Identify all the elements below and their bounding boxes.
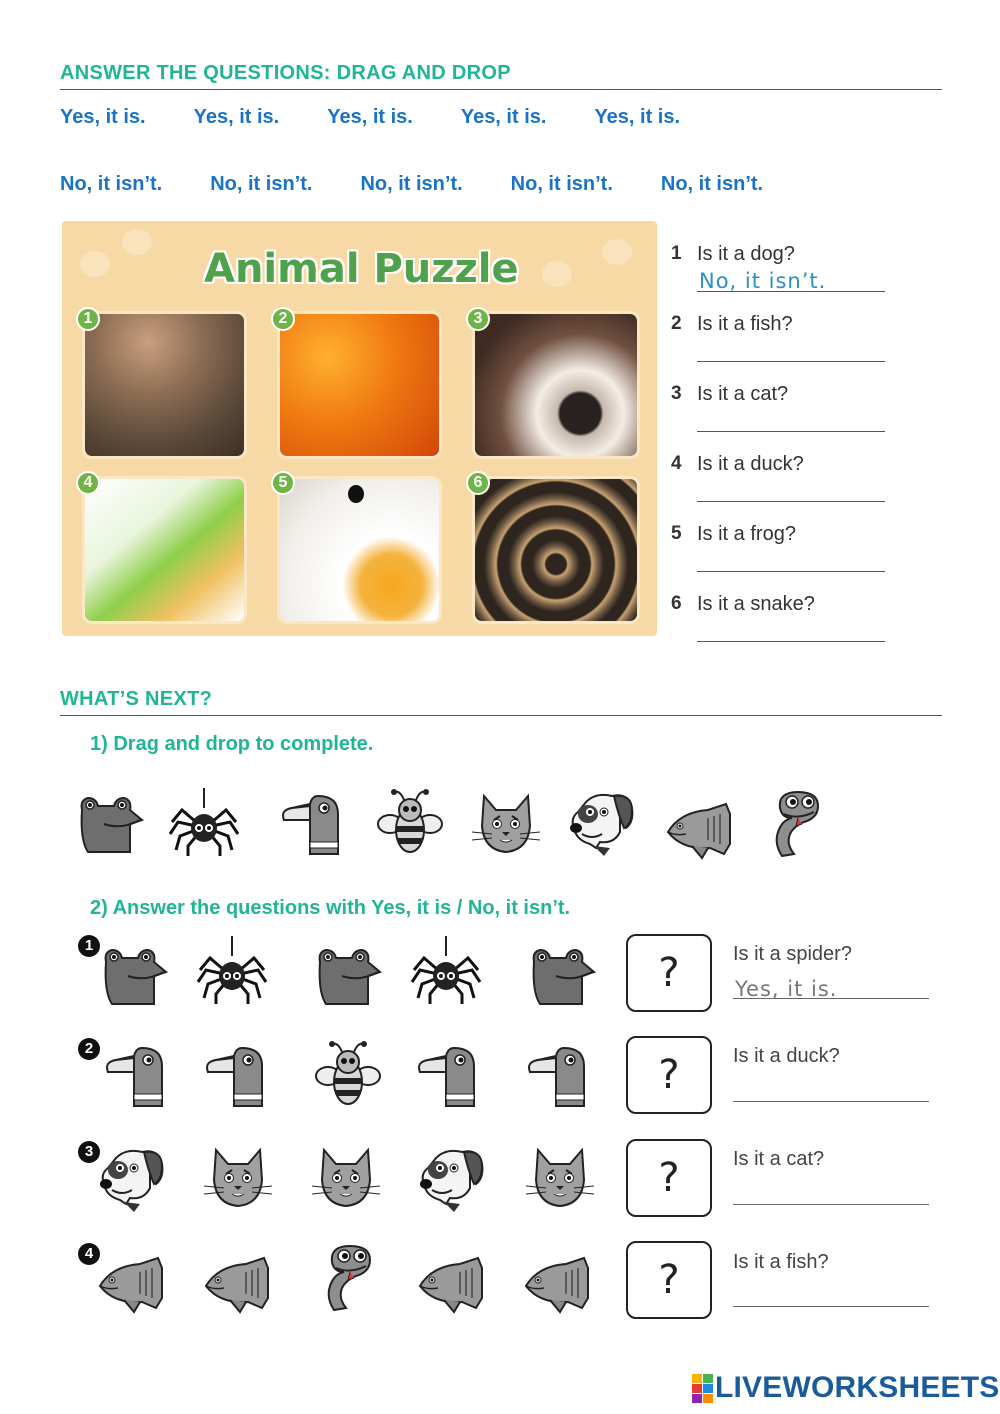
- example-answer: No, it isn’t.: [699, 269, 827, 293]
- question-text: Is it a cat?: [697, 383, 789, 405]
- answer-drop-zone[interactable]: [697, 291, 885, 292]
- question-text: Is it a duck?: [697, 453, 804, 475]
- question-number: 2: [671, 313, 682, 334]
- duck-icon[interactable]: [278, 790, 350, 860]
- answer-drop-zone[interactable]: [697, 501, 885, 502]
- missing-item-box[interactable]: ?: [626, 934, 712, 1012]
- section-title-drag-drop: ANSWER THE QUESTIONS: DRAG AND DROP: [60, 62, 942, 90]
- row-question-text: Is it a cat?: [733, 1148, 825, 1170]
- question-number: 3: [671, 383, 682, 404]
- answer-input-line[interactable]: [733, 1306, 929, 1307]
- fish-photo-tile: [277, 311, 442, 459]
- question-text: Is it a frog?: [697, 523, 796, 545]
- row-number-badge: 3: [78, 1141, 100, 1163]
- instruction-answer: 2) Answer the questions with Yes, it is / No, it isn’t.: [90, 897, 571, 919]
- paw-print-decoration: [602, 239, 632, 265]
- dog-icon: [96, 1144, 168, 1214]
- no-chip-row: [60, 173, 811, 196]
- duck-photo-tile: [277, 476, 442, 624]
- dog-photo-tile: [472, 311, 640, 459]
- fish-icon: [416, 1246, 488, 1316]
- fish-icon: [96, 1246, 168, 1316]
- frog-photo-tile: [82, 476, 247, 624]
- no-chip[interactable]: No, it isn’t.: [60, 173, 163, 195]
- question-item: [668, 447, 888, 517]
- question-item: [668, 587, 888, 657]
- fish-icon: [202, 1246, 274, 1316]
- row-question-text: Is it a spider?: [733, 943, 852, 965]
- instruction-drag-drop: 1) Drag and drop to complete.: [90, 733, 374, 755]
- spider-icon: [196, 936, 268, 1006]
- answer-input-line[interactable]: [733, 1204, 929, 1205]
- row-question-text: Is it a fish?: [733, 1251, 829, 1273]
- yes-chip-row: [60, 106, 728, 129]
- yes-chip[interactable]: Yes, it is.: [193, 106, 280, 128]
- snake-photo-tile: [472, 476, 640, 624]
- tile-number-badge: 6: [466, 471, 490, 495]
- no-chip[interactable]: No, it isn’t.: [660, 173, 764, 195]
- question-number: 1: [671, 243, 682, 264]
- duck-icon: [202, 1042, 274, 1112]
- paw-print-decoration: [122, 229, 152, 255]
- frog-icon: [312, 942, 384, 1012]
- duck-eye: [348, 485, 364, 503]
- cat-icon: [202, 1144, 274, 1214]
- example-answer: Yes, it is.: [735, 977, 838, 1001]
- question-item: [668, 517, 888, 587]
- bee-icon: [312, 1040, 384, 1110]
- bee-icon[interactable]: [374, 788, 446, 858]
- yes-chip[interactable]: Yes, it is.: [594, 106, 681, 128]
- cat-icon: [524, 1144, 596, 1214]
- section-title-whats-next: WHAT’S NEXT?: [60, 688, 942, 716]
- paw-print-decoration: [542, 261, 572, 287]
- duck-icon: [524, 1042, 596, 1112]
- row-number-badge: 1: [78, 935, 100, 957]
- question-item: [668, 237, 888, 307]
- row-number-badge: 2: [78, 1038, 100, 1060]
- missing-item-box[interactable]: ?: [626, 1139, 712, 1217]
- frog-icon: [98, 942, 170, 1012]
- question-text: Is it a fish?: [697, 313, 793, 335]
- answer-drop-zone[interactable]: [697, 361, 885, 362]
- answer-input-line[interactable]: [733, 998, 929, 999]
- frog-icon[interactable]: [74, 790, 146, 860]
- question-item: [668, 307, 888, 377]
- spider-icon[interactable]: [168, 788, 240, 858]
- liveworksheets-logo-icon: [692, 1374, 712, 1402]
- tile-number-badge: 4: [76, 471, 100, 495]
- yes-chip[interactable]: Yes, it is.: [460, 106, 547, 128]
- fish-icon: [522, 1246, 594, 1316]
- cat-icon: [310, 1144, 382, 1214]
- answer-drop-zone[interactable]: [697, 641, 885, 642]
- duck-icon: [414, 1042, 486, 1112]
- frog-icon: [526, 942, 598, 1012]
- no-chip[interactable]: No, it isn’t.: [360, 173, 463, 195]
- paw-print-decoration: [80, 251, 110, 277]
- cat-icon[interactable]: [470, 790, 542, 860]
- yes-chip[interactable]: Yes, it is.: [60, 106, 146, 128]
- question-text: Is it a snake?: [697, 593, 815, 615]
- animal-puzzle-image: [62, 221, 657, 636]
- missing-item-box[interactable]: ?: [626, 1036, 712, 1114]
- liveworksheets-brand: [692, 1371, 1000, 1405]
- no-chip[interactable]: No, it isn’t.: [210, 173, 313, 195]
- answer-drop-zone[interactable]: [697, 431, 885, 432]
- brand-name: LIVEWORKSHEETS: [715, 1371, 1000, 1404]
- spider-icon: [410, 936, 482, 1006]
- question-number: 6: [671, 593, 682, 614]
- snake-icon[interactable]: [760, 788, 832, 858]
- question-number: 5: [671, 523, 682, 544]
- snake-icon: [312, 1242, 384, 1312]
- puzzle-title: Animal Puzzle: [204, 246, 519, 292]
- tile-number-badge: 2: [271, 307, 295, 331]
- dog-icon[interactable]: [566, 788, 638, 858]
- row-number-badge: 4: [78, 1243, 100, 1265]
- answer-input-line[interactable]: [733, 1101, 929, 1102]
- duck-icon: [102, 1042, 174, 1112]
- yes-chip[interactable]: Yes, it is.: [327, 106, 413, 128]
- row-question-text: Is it a duck?: [733, 1045, 840, 1067]
- cat-photo-tile: [82, 311, 247, 459]
- fish-icon[interactable]: [664, 792, 736, 862]
- missing-item-box[interactable]: ?: [626, 1241, 712, 1319]
- tile-number-badge: 3: [466, 307, 490, 331]
- answer-drop-zone[interactable]: [697, 571, 885, 572]
- question-item: [668, 377, 888, 447]
- tile-number-badge: 5: [271, 471, 295, 495]
- question-text: Is it a dog?: [697, 243, 795, 265]
- tile-number-badge: 1: [76, 307, 100, 331]
- question-number: 4: [671, 453, 682, 474]
- dog-icon: [416, 1144, 488, 1214]
- no-chip[interactable]: No, it isn’t.: [510, 173, 613, 195]
